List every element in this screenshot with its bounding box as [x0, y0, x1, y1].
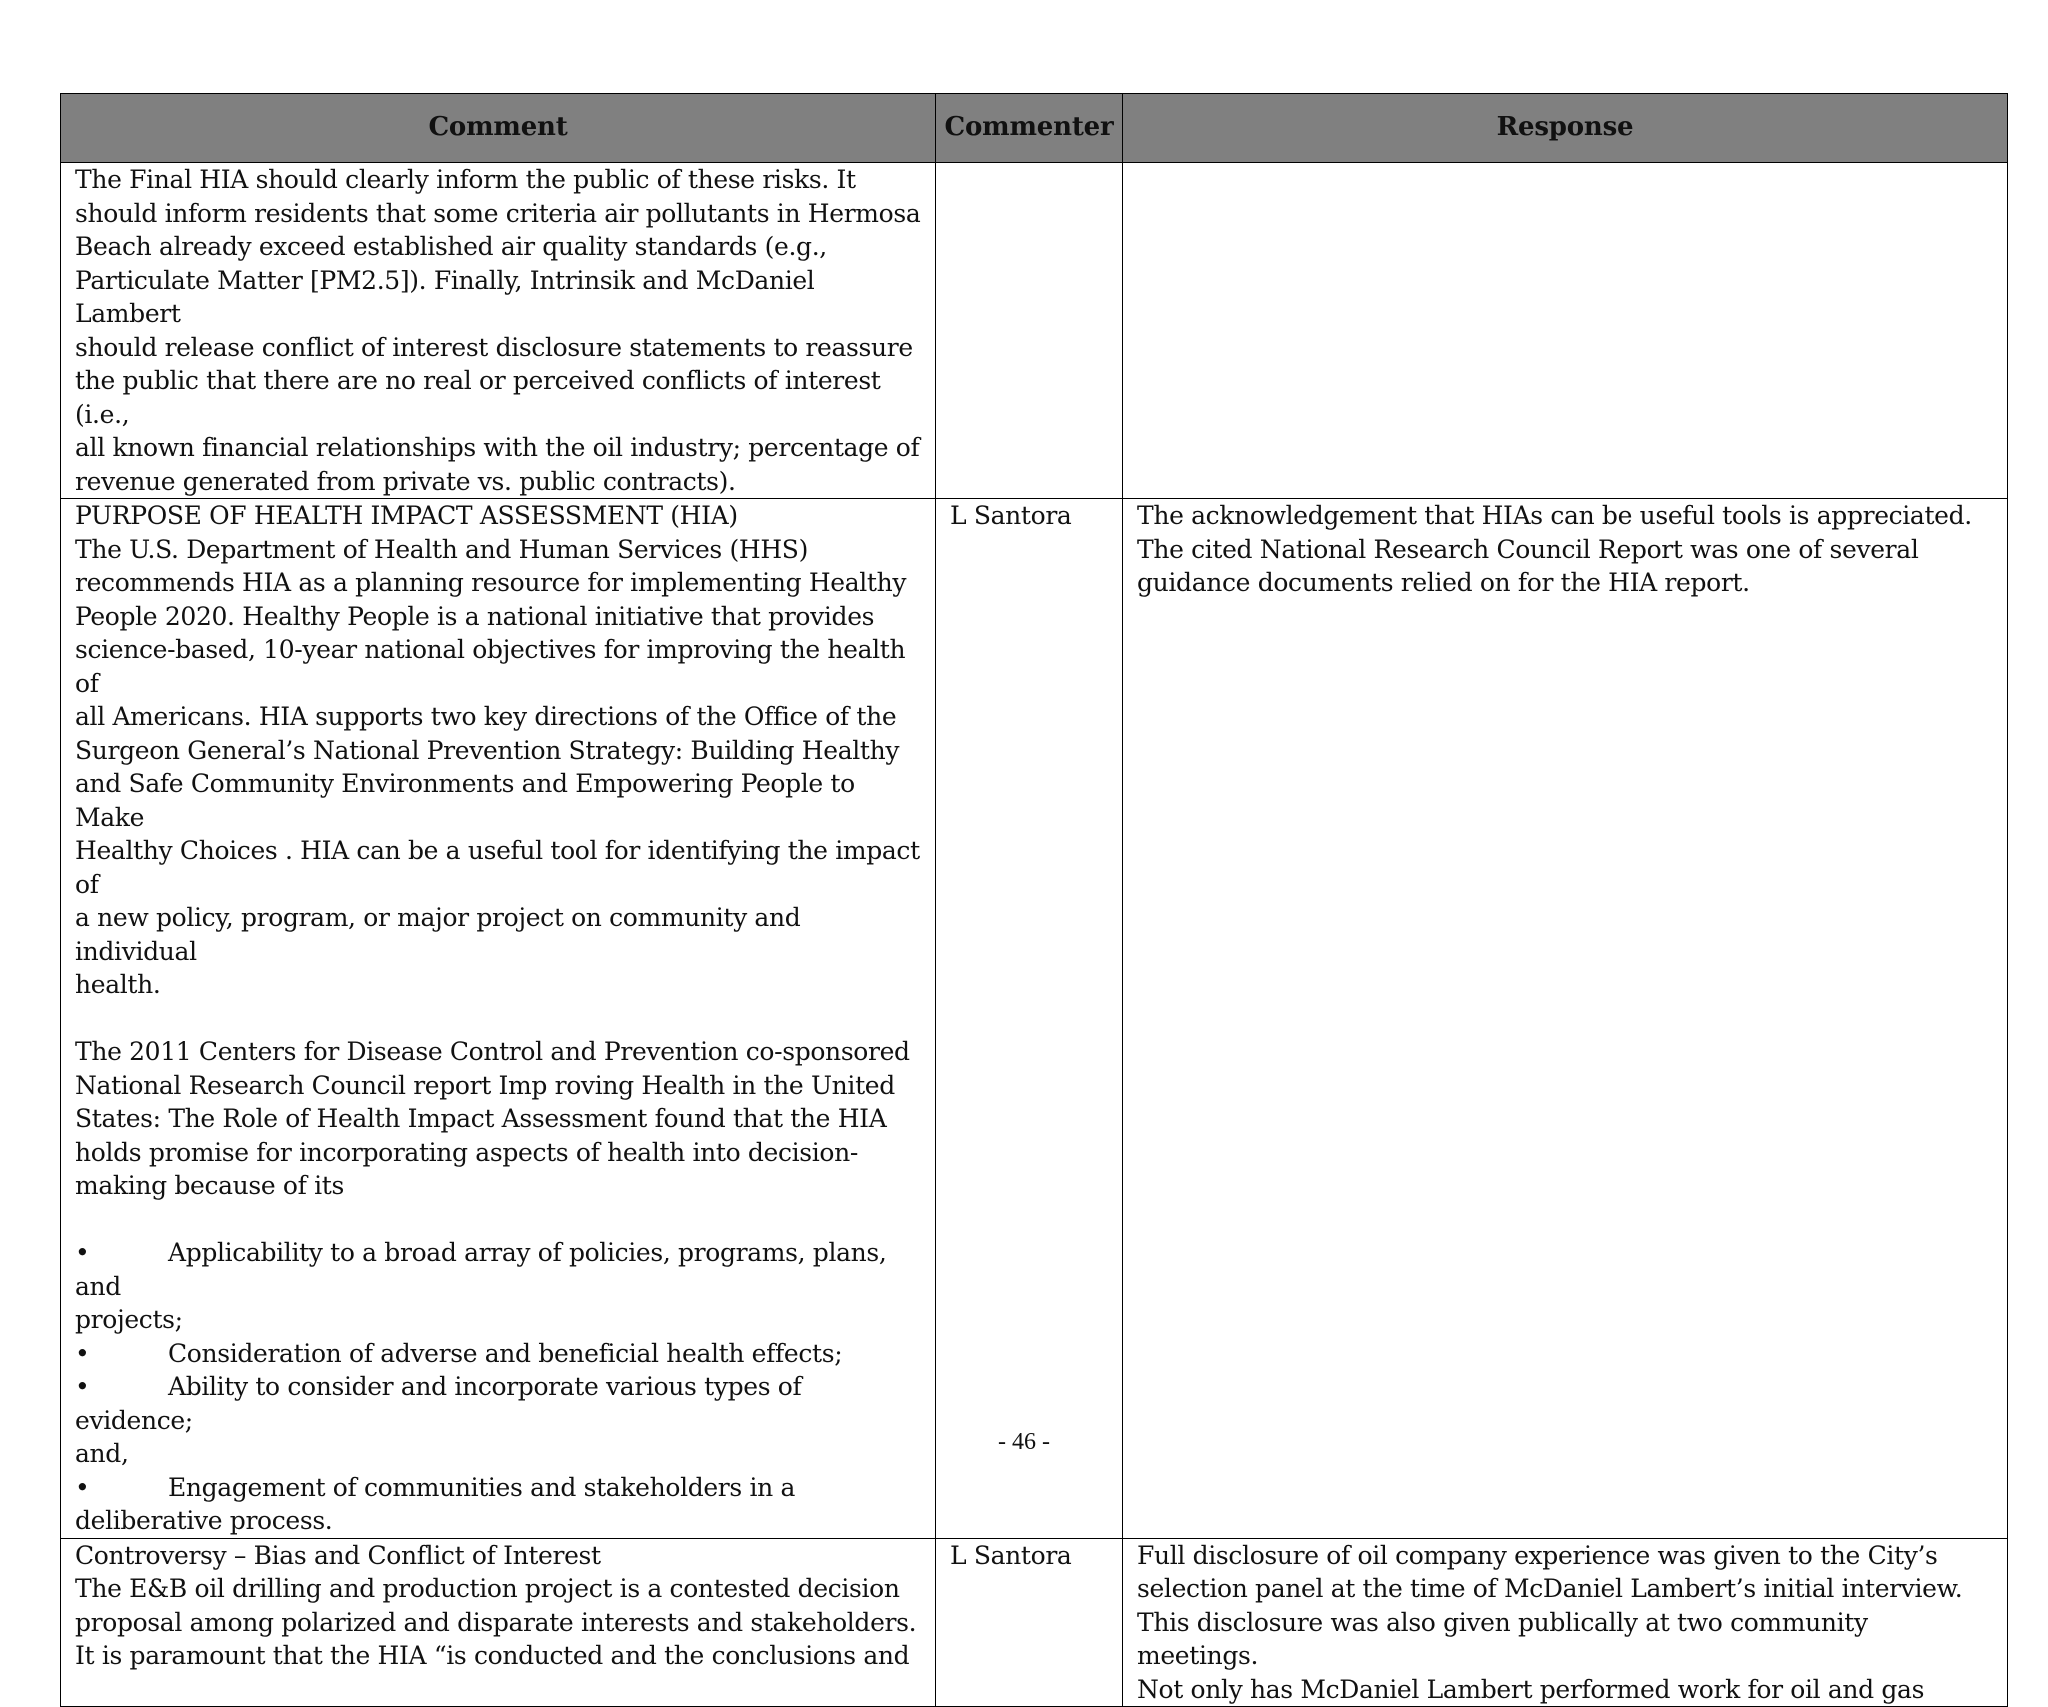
response-line: The acknowledgement that HIAs can be useful tools is appreciated.	[1137, 501, 1972, 530]
comment-line: making because of its	[75, 1171, 344, 1200]
bullet-icon: •	[75, 1238, 90, 1267]
comment-line: The 2011 Centers for Disease Control and Prevention co-sponsored	[75, 1037, 910, 1066]
comment-line: all Americans. HIA supports two key directions of the Office of the	[75, 702, 897, 731]
comment-line: National Research Council report Imp roving Health in the United	[75, 1070, 895, 1100]
bullet-continuation: deliberative process.	[75, 1506, 333, 1535]
response-line: The cited National Research Council Report was one of several	[1137, 534, 1919, 564]
comment-line: Particulate Matter [PM2.5]). Finally, Intrinsik and McDaniel Lambert	[75, 265, 815, 328]
paragraph-spacer	[75, 1002, 921, 1036]
header-response: Response	[1123, 94, 2008, 163]
comment-line: People 2020. Healthy People is a national initiative that provides	[75, 601, 875, 631]
response-line: This disclosure was also given publically at two community meetings.	[1137, 1607, 1868, 1670]
bullet-text: Consideration of adverse and beneficial health effects;	[168, 1338, 843, 1368]
comment-line: The U.S. Department of Health and Human Services (HHS)	[75, 534, 808, 564]
comment-line: health.	[75, 970, 161, 999]
header-commenter: Commenter	[936, 94, 1123, 163]
table-header-row	[61, 94, 2008, 163]
response-cell	[1123, 163, 2008, 499]
commenter-cell	[936, 163, 1123, 499]
comment-line: The E&B oil drilling and production project is a contested decision	[75, 1574, 900, 1603]
comment-line: holds promise for incorporating aspects of health into decision-	[75, 1137, 858, 1167]
comment-heading: PURPOSE OF HEALTH IMPACT ASSESSMENT (HIA)	[75, 501, 738, 530]
bullet-item	[75, 1337, 921, 1371]
bullet-item	[75, 1471, 921, 1505]
comment-line: revenue generated from private vs. public contracts).	[75, 466, 736, 496]
comment-line: science-based, 10-year national objectives for improving the health of	[75, 635, 906, 698]
bullet-icon: •	[75, 1372, 90, 1401]
bullet-continuation: and,	[75, 1439, 129, 1468]
response-cell	[1123, 499, 2008, 1539]
comment-line: should inform residents that some criteria air pollutants in Hermosa	[75, 198, 921, 228]
comment-line: States: The Role of Health Impact Assessment found that the HIA	[75, 1104, 887, 1133]
bullet-text: Engagement of communities and stakeholders in a	[168, 1472, 796, 1502]
bullet-item	[75, 1370, 921, 1437]
response-line: Not only has McDaniel Lambert performed work for oil and gas	[1137, 1674, 1925, 1704]
response-line: selection panel at the time of McDaniel Lambert’s initial interview.	[1137, 1574, 1963, 1603]
response-line: guidance documents relied on for the HIA report.	[1137, 568, 1750, 597]
header-comment: Comment	[61, 94, 936, 163]
bullet-icon: •	[75, 1338, 90, 1368]
paragraph-spacer	[75, 1203, 921, 1237]
comment-line: all known financial relationships with the oil industry; percentage of	[75, 433, 920, 462]
response-cell	[1123, 1538, 2008, 1707]
comment-line: and Safe Community Environments and Empowering People to Make	[75, 769, 855, 832]
table-row	[61, 1538, 2008, 1707]
comment-line: a new policy, program, or major project on community and individual	[75, 903, 801, 966]
comment-response-table	[60, 93, 2008, 1707]
comment-line: Surgeon General’s National Prevention Strategy: Building Healthy	[75, 735, 900, 765]
bullet-text: Ability to consider and incorporate various types of evidence;	[75, 1372, 802, 1435]
comment-cell	[61, 499, 936, 1539]
comment-cell	[61, 1538, 936, 1707]
comment-line: It is paramount that the HIA “is conducted and the conclusions and	[75, 1641, 910, 1670]
comment-line: Healthy Choices . HIA can be a useful tool for identifying the impact of	[75, 836, 920, 899]
table-row	[61, 163, 2008, 499]
commenter-cell: L Santora	[936, 1538, 1123, 1707]
bullet-icon: •	[75, 1472, 90, 1502]
comment-line: The Final HIA should clearly inform the public of these risks. It	[75, 165, 856, 194]
comment-line: recommends HIA as a planning resource for implementing Healthy	[75, 568, 907, 597]
response-line: Full disclosure of oil company experience was given to the City’s	[1137, 1540, 1938, 1570]
comment-heading: Controversy – Bias and Conflict of Interest	[75, 1540, 601, 1570]
commenter-cell: L Santora	[936, 499, 1123, 1539]
bullet-item	[75, 1236, 921, 1303]
page-number: - 46 -	[998, 1429, 1050, 1455]
comment-line: Beach already exceed established air quality standards (e.g.,	[75, 232, 827, 261]
comment-line: proposal among polarized and disparate interests and stakeholders.	[75, 1607, 917, 1637]
table-row	[61, 499, 2008, 1539]
comment-cell	[61, 163, 936, 499]
bullet-text: Applicability to a broad array of policies, programs, plans, and	[75, 1238, 887, 1301]
comment-line: the public that there are no real or perceived conflicts of interest (i.e.,	[75, 366, 881, 429]
bullet-continuation: projects;	[75, 1305, 183, 1334]
comment-line: should release conflict of interest disclosure statements to reassure	[75, 332, 913, 362]
